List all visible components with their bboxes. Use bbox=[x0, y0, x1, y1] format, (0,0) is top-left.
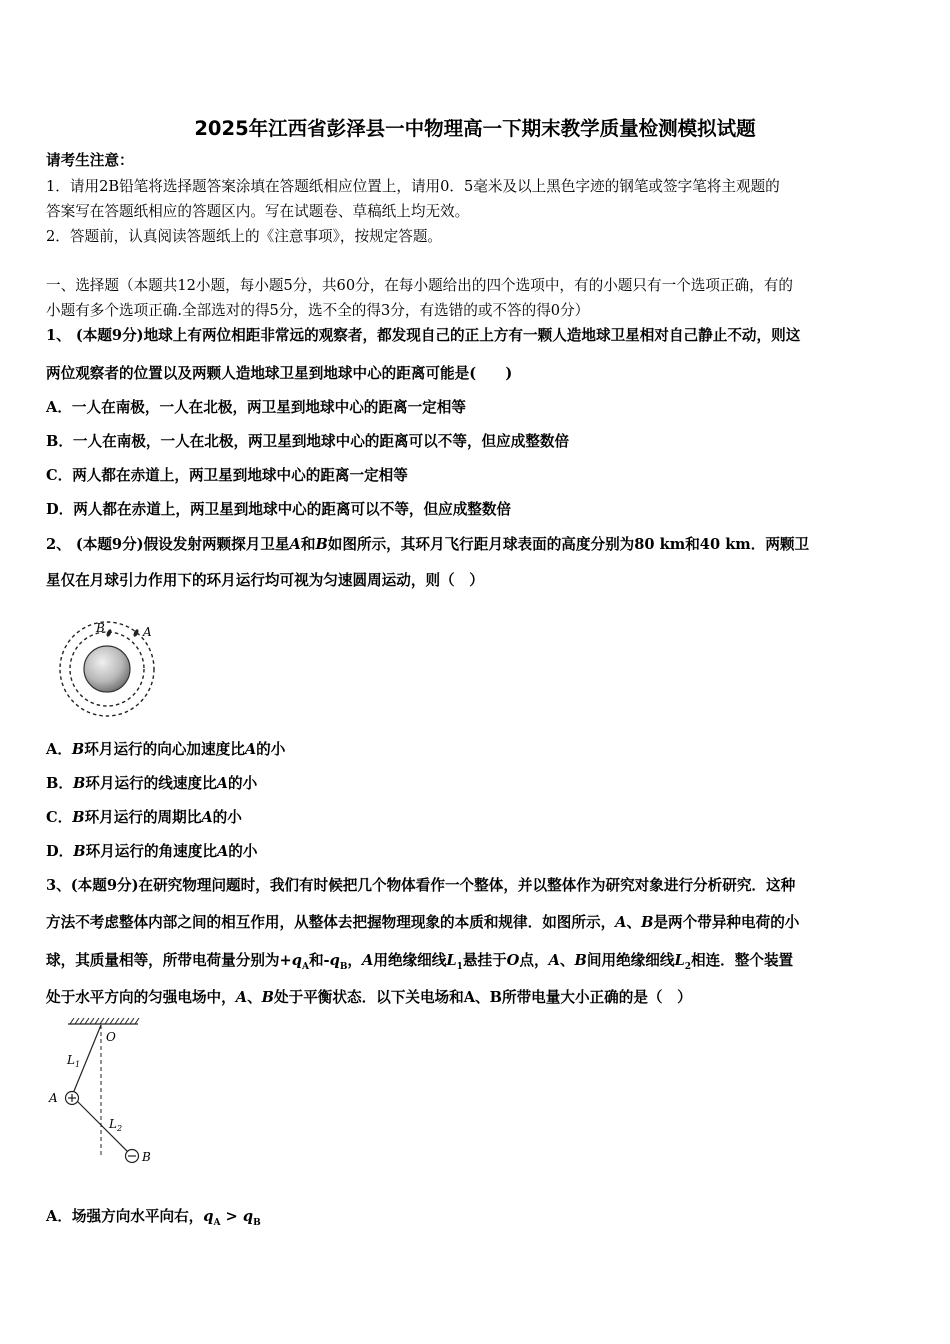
label-b: B bbox=[142, 1150, 151, 1164]
option-letter: B． bbox=[46, 775, 73, 792]
thread-subscript: 1 bbox=[456, 961, 463, 972]
question-2-option-d bbox=[46, 842, 257, 862]
satellite-a-ref: A bbox=[289, 536, 301, 553]
option-ref: B bbox=[72, 775, 86, 792]
option-text: 的小 bbox=[212, 809, 242, 826]
label-l1 bbox=[66, 1053, 80, 1069]
option-text: 环月运行的线速度比 bbox=[85, 775, 217, 792]
stem-text: 点， bbox=[519, 952, 549, 969]
stem-text: 悬挂于 bbox=[462, 952, 507, 969]
ball-a-ref: A bbox=[362, 952, 374, 969]
page-title: 2025年江西省彭泽县一中物理高一下期末教学质量检测模拟试题 bbox=[194, 117, 756, 140]
moon-orbit-figure bbox=[52, 614, 162, 724]
question-1-option-d: D．两人都在赤道上，两卫星到地球中心的距离可以不等，但应成整数倍 bbox=[46, 501, 512, 518]
notice-line: 1．请用2B铅笔将选择题答案涂填在答题纸相应位置上，请用0．5毫米及以上黑色字迹的钢笔或签字笔将主观题的 bbox=[46, 178, 780, 195]
stem-text: 是两个带异种电荷的小 bbox=[653, 914, 800, 931]
question-3-stem bbox=[46, 951, 793, 977]
option-ref: B bbox=[71, 741, 85, 758]
stem-text: 、 bbox=[559, 952, 575, 969]
label-l2-sub: 2 bbox=[116, 1124, 123, 1133]
option-text: 环月运行的周期比 bbox=[84, 809, 202, 826]
thread-symbol: L bbox=[446, 952, 457, 969]
question-3-option-a bbox=[46, 1207, 261, 1233]
ball-b-ref: B bbox=[641, 914, 654, 931]
satellite-b bbox=[105, 629, 112, 638]
stem-text: 2、 (本题9分)假设发射两颗探月卫星 bbox=[46, 536, 290, 553]
charge-subscript: B bbox=[339, 961, 348, 972]
label-l1-sub: 1 bbox=[74, 1060, 81, 1069]
stem-text: 和- bbox=[308, 952, 330, 969]
option-ref: A bbox=[244, 741, 257, 758]
question-2-stem: 星仅在月球引力作用下的环月运行均可视为匀速圆周运动，则（ ） bbox=[46, 572, 484, 589]
stem-text: 和 bbox=[300, 536, 316, 553]
option-ref: A bbox=[216, 775, 228, 792]
question-1-stem: 1、 (本题9分)地球上有两位相距非常远的观察者，都发现自己的正上方有一颗人造地球卫星相对自己静止不动，则这 bbox=[46, 327, 801, 344]
charge-symbol: q bbox=[291, 952, 302, 969]
section-heading: 小题有多个选项正确.全部选对的得5分，选不全的得3分，有选错的或不答的得0分） bbox=[46, 302, 590, 319]
option-text: 环月运行的角速度比 bbox=[85, 843, 217, 860]
charge-symbol: q bbox=[329, 952, 340, 969]
charge-symbol: q bbox=[203, 1208, 214, 1225]
charge-subscript: B bbox=[253, 1217, 261, 1228]
charge-subscript: A bbox=[213, 1217, 221, 1228]
label-l2 bbox=[108, 1117, 122, 1133]
option-text: 环月运行的向心加速度比 bbox=[84, 741, 245, 758]
ball-b-ref: B bbox=[261, 989, 275, 1006]
question-2-stem bbox=[46, 535, 809, 555]
question-1-option-a: A．一人在南极，一人在北极，两卫星到地球中心的距离一定相等 bbox=[46, 399, 466, 416]
question-3-stem bbox=[46, 988, 692, 1008]
ball-b-ref: B bbox=[574, 952, 587, 969]
satellite-b-ref: B bbox=[315, 536, 328, 553]
stem-text: 如图所示，其环月飞行距月球表面的高度分别为80 km和40 km．两颗卫 bbox=[327, 536, 810, 553]
option-letter: D． bbox=[46, 843, 74, 860]
option-ref: B bbox=[73, 843, 86, 860]
stem-text: 处于平衡状态．以下关电场和A、B所带电量大小正确的是（ ） bbox=[274, 989, 692, 1006]
pendulum-figure bbox=[44, 1016, 164, 1170]
charge-subscript: A bbox=[301, 961, 309, 972]
stem-text: 用绝缘细线 bbox=[373, 952, 447, 969]
stem-text: 方法不考虑整体内部之间的相互作用，从整体去把握物理现象的本质和规律．如图所示， bbox=[46, 914, 616, 931]
thread-subscript: 2 bbox=[684, 961, 691, 972]
notice-line: 答案写在答题纸相应的答题区内。写在试题卷、草稿纸上均无效。 bbox=[46, 203, 470, 220]
stem-text: 、 bbox=[247, 989, 262, 1006]
option-text: 的小 bbox=[256, 741, 286, 758]
stem-text: 球，其质量相等，所带电荷量分别为+ bbox=[46, 952, 292, 969]
question-1-stem: 两位观察者的位置以及两颗人造地球卫星到地球中心的距离可能是( ) bbox=[46, 365, 513, 382]
label-l2-letter: L bbox=[109, 1117, 117, 1131]
option-letter: C． bbox=[46, 809, 73, 826]
option-ref: A bbox=[201, 809, 213, 826]
thread-symbol: L bbox=[674, 952, 685, 969]
question-2-option-b bbox=[46, 774, 257, 794]
question-3-stem bbox=[46, 913, 799, 933]
question-3-stem: 3、(本题9分)在研究物理问题时，我们有时候把几个物体看作一个整体，并以整体作为研究对象进行分析研究．这种 bbox=[46, 877, 796, 894]
label-l1-letter: L bbox=[67, 1053, 75, 1067]
label-b: B bbox=[96, 621, 105, 635]
stem-text: 处于水平方向的匀强电场中， bbox=[46, 989, 236, 1006]
point-o-ref: O bbox=[506, 952, 520, 969]
option-text: 的小 bbox=[227, 775, 258, 792]
charge-symbol: q bbox=[242, 1208, 254, 1225]
question-2-option-a bbox=[46, 740, 285, 760]
ball-a-ref: A bbox=[615, 914, 627, 931]
ceiling-hatch bbox=[70, 1018, 139, 1024]
option-text: 的小 bbox=[228, 843, 258, 860]
option-ref: A bbox=[216, 843, 229, 860]
notice-heading: 请考生注意： bbox=[46, 152, 134, 169]
stem-text: ， bbox=[347, 952, 363, 969]
ball-a-ref: A bbox=[235, 989, 248, 1006]
option-text: > bbox=[220, 1208, 243, 1225]
stem-text: 相连．整个装置 bbox=[690, 952, 794, 969]
question-1-option-b: B．一人在南极，一人在北极，两卫星到地球中心的距离可以不等，但应成整数倍 bbox=[46, 433, 570, 450]
notice-line: 2．答题前，认真阅读答题纸上的《注意事项》，按规定答题。 bbox=[46, 228, 443, 245]
stem-text: 、 bbox=[626, 914, 642, 931]
option-ref: B bbox=[72, 809, 85, 826]
ball-a-ref: A bbox=[548, 952, 560, 969]
question-2-option-c bbox=[46, 808, 242, 828]
label-o: O bbox=[106, 1030, 116, 1044]
option-letter: A． bbox=[46, 741, 72, 758]
moon-sphere bbox=[84, 646, 130, 692]
option-text: A．场强方向水平向右， bbox=[46, 1208, 204, 1225]
label-a: A bbox=[49, 1091, 58, 1105]
label-a: A bbox=[143, 625, 152, 639]
section-heading: 一、选择题（本题共12小题，每小题5分，共60分，在每小题给出的四个选项中，有的小题只有一个选项正确，有的 bbox=[46, 277, 793, 294]
question-1-option-c: C．两人都在赤道上，两卫星到地球中心的距离一定相等 bbox=[46, 467, 408, 484]
stem-text: 间用绝缘细线 bbox=[586, 952, 675, 969]
